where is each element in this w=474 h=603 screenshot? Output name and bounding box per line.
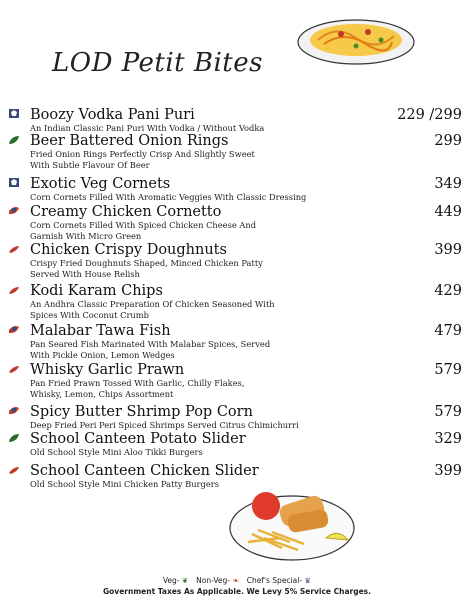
item-name: School Canteen Potato Slider	[30, 431, 246, 447]
chili-icon	[8, 242, 30, 256]
item-description: With Pickle Onion, Lemon Wedges	[30, 349, 175, 360]
item-description: Corn Cornets Filled With Spiced Chicken Cheese And	[30, 219, 257, 230]
menu-item	[8, 106, 466, 134]
item-description: Spices With Coconut Crumb	[30, 310, 149, 320]
item-name: Malabar Tawa Fish	[30, 322, 171, 339]
menu-item	[8, 203, 466, 242]
item-price: 299	[434, 133, 462, 149]
item-description: Crispy Fried Doughnuts Shaped, Minced Chicken Patty	[30, 258, 263, 268]
leaf-icon	[8, 431, 30, 445]
item-description: With Subtle Flavour Of Beer	[30, 160, 150, 170]
item-description: Served With House Relish	[30, 269, 140, 279]
item-price: 399	[434, 463, 462, 479]
item-description: Garnish With Micro Green	[30, 230, 142, 241]
chili-icon	[8, 463, 30, 477]
tax-note: Government Taxes As Applicable. We Levy 5% Service Charges.	[103, 587, 371, 596]
item-description: Fried Onion Rings Perfectly Crisp And Slightly Sweet	[30, 149, 255, 159]
menu-item	[8, 242, 466, 280]
item-name: Exotic Veg Cornets	[30, 175, 171, 192]
chili-icon	[8, 362, 30, 376]
item-name: Beer Battered Onion Rings	[30, 133, 229, 149]
chef-hat-icon	[8, 175, 30, 189]
chef-special-icon	[8, 403, 30, 417]
menu-item	[8, 175, 466, 203]
chef-legend: Chef's Special- ♛	[246, 576, 312, 585]
item-description: Pan Seared Fish Marinated With Malabar Spices, Served	[30, 338, 271, 349]
item-description: Old School Style Mini Chicken Patty Burgers	[30, 479, 219, 489]
item-price: 449	[434, 203, 462, 220]
footer	[0, 576, 474, 596]
item-description: Old School Style Mini Aloo Tikki Burgers	[30, 447, 203, 457]
chef-special-icon	[8, 203, 30, 217]
item-price: 429	[434, 283, 462, 299]
item-description: Deep Fried Peri Peri Spiced Shrimps Served Citrus Chimichurri	[30, 419, 299, 430]
item-price: 479	[434, 322, 462, 339]
menu-item	[8, 133, 466, 171]
pasta-plate-illustration	[296, 4, 416, 70]
item-price: 349	[434, 175, 462, 192]
chef-hat-icon	[8, 106, 30, 120]
menu-item	[8, 283, 466, 321]
chili-icon: ❧	[232, 576, 239, 585]
fish-and-chips-plate-illustration	[228, 482, 358, 562]
item-price: 399	[434, 242, 462, 258]
chef-hat-icon: ♛	[304, 576, 312, 585]
item-name: Boozy Vodka Pani Puri	[30, 106, 195, 123]
veg-legend: Veg- ❦	[162, 576, 189, 585]
item-name: Whisky Garlic Prawn	[30, 362, 185, 378]
item-name: Kodi Karam Chips	[30, 283, 163, 299]
leaf-icon	[8, 133, 30, 147]
item-name: Spicy Butter Shrimp Pop Corn	[30, 403, 253, 420]
nonveg-legend: Non-Veg- ❧	[196, 576, 239, 585]
item-description: An Andhra Classic Preparation Of Chicken Seasoned With	[30, 299, 275, 309]
leaf-icon: ❦	[181, 576, 189, 585]
menu-item	[8, 362, 466, 400]
item-name: Chicken Crispy Doughnuts	[30, 242, 227, 258]
item-price: 229 /299	[397, 106, 462, 123]
menu-item	[8, 431, 466, 458]
item-price: 329	[434, 431, 462, 447]
item-name: School Canteen Chicken Slider	[30, 463, 259, 479]
item-name: Creamy Chicken Cornetto	[30, 203, 222, 220]
item-description: Pan Fried Prawn Tossed With Garlic, Chilly Flakes,	[30, 378, 245, 388]
menu-item	[8, 403, 466, 431]
item-description: An Indian Classic Pani Puri With Vodka / Without Vodka	[30, 122, 265, 133]
chili-icon	[8, 283, 30, 297]
item-description: Corn Cornets Filled With Aromatic Veggies With Classic Dressing	[30, 191, 307, 202]
chef-special-icon	[8, 322, 30, 336]
menu-title: LOD Petit Bites	[52, 48, 263, 78]
item-price: 579	[434, 403, 462, 420]
menu-item	[8, 322, 466, 361]
item-description: Whisky, Lemon, Chips Assortment	[30, 389, 174, 399]
item-price: 579	[434, 362, 462, 378]
